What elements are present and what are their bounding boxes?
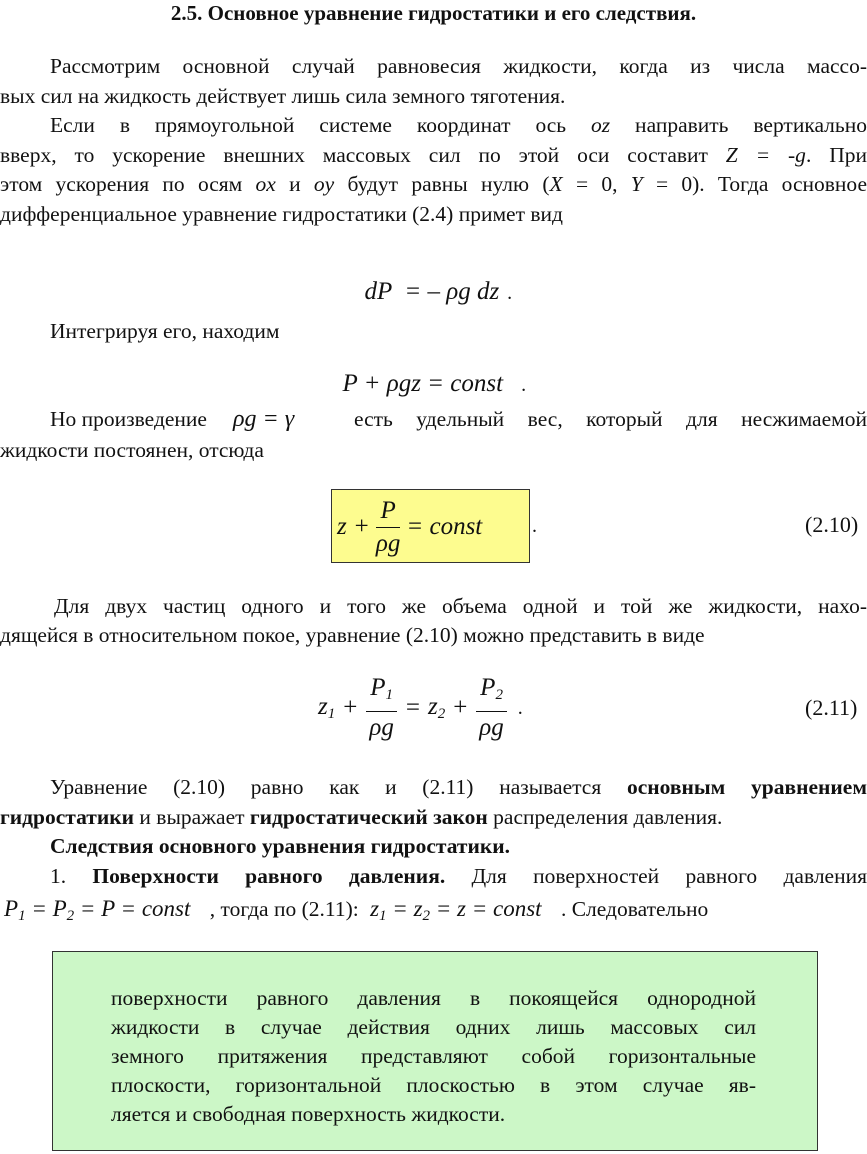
para2-line1: Если в прямоугольной системе координат ось oz направить вертикально: [50, 113, 867, 137]
consequences-heading: Следствия основного уравнения гидростатики.: [50, 834, 511, 858]
fraction-P1-over-rho-g: $\frac{P_1}{\rho g}$: [365, 674, 398, 742]
conclusion-line-5: ляется и свободная поверхность жидкости.: [111, 1102, 506, 1126]
conclusion-line-2: жидкости в случае действия одних лишь массовых сил: [111, 1015, 756, 1039]
para5-line1: Уравнение (2.10) равно как и (2.11) называется основным уравнением: [50, 775, 867, 799]
para2-line3: этом ускорения по осям ox и oy будут равны нулю (X = 0, Y = 0). Тогда основное: [0, 172, 867, 196]
para3-line1-rest: есть удельный вес, который для несжимаемой: [354, 407, 867, 431]
equation-2-10-dot: .: [532, 515, 537, 537]
section-title: 2.5. Основное уравнение гидростатики и его следствия.: [170, 1, 697, 25]
para1-line1: Рассмотрим основной случай равновесия жидкости, когда из числа массо-: [50, 54, 867, 78]
para3-line1: Но произведение ρg = γ: [50, 406, 295, 432]
equation-integral: P + ρgz = const .: [342, 370, 527, 397]
fraction-P2-over-rho-g: $\frac{P_2}{\rho g}$: [475, 674, 508, 742]
para1-line2: вых сил на жидкость действует лишь сила земного тяготения.: [0, 84, 566, 108]
para4-line1: Для двух частиц одного и того же объема одной и той же жидкости, нахо-: [54, 594, 867, 618]
para3-line2: жидкости постоянен, отсюда: [0, 438, 264, 462]
conclusion-line-1: поверхности равного давления в покоящейся однородной: [111, 986, 756, 1010]
equation-2-11: $z_1$ + $\frac{P_1}{\rho g}$ = $z_2$ + $\frac{P_2}{\rho g}$ .: [318, 674, 523, 741]
para2-line4: дифференциальное уравнение гидростатики (2.4) примет вид: [0, 202, 563, 226]
equation-2-10: z + $\frac{P}{\rho g}$ = const: [337, 496, 483, 557]
para4-line2: дящейся в относительном покое, уравнение (2.10) можно представить в виде: [0, 623, 705, 647]
para2-line2: вверх, то ускорение внешних массовых сил по этой оси составит Z = -g. При: [0, 143, 867, 167]
integrating-text: Интегрируя его, находим: [50, 319, 280, 343]
para5-line2: гидростатики и выражает гидростатический закон распределения давления.: [0, 805, 723, 829]
equation-number-2-11: (2.11): [805, 695, 858, 720]
item1-line1: 1. Поверхности равного давления. Для поверхностей равного давления: [50, 864, 867, 888]
item1-line2: $P_1 = P_2 = P$ = const , тогда по (2.11): $z_1 = z_2 = z$ = const . Следовательно: [4, 896, 709, 924]
conclusion-line-3: земного притяжения представляют собой горизонтальные: [111, 1044, 756, 1068]
fraction-P-over-rho-g: $\frac{P}{\rho g}$: [375, 496, 401, 557]
conclusion-line-4: плоскости, горизонтальной плоскостью в этом случае яв-: [111, 1073, 756, 1097]
equation-differential: dP = – ρg dz .: [364, 278, 513, 305]
equation-number-2-10: (2.10): [805, 512, 859, 537]
